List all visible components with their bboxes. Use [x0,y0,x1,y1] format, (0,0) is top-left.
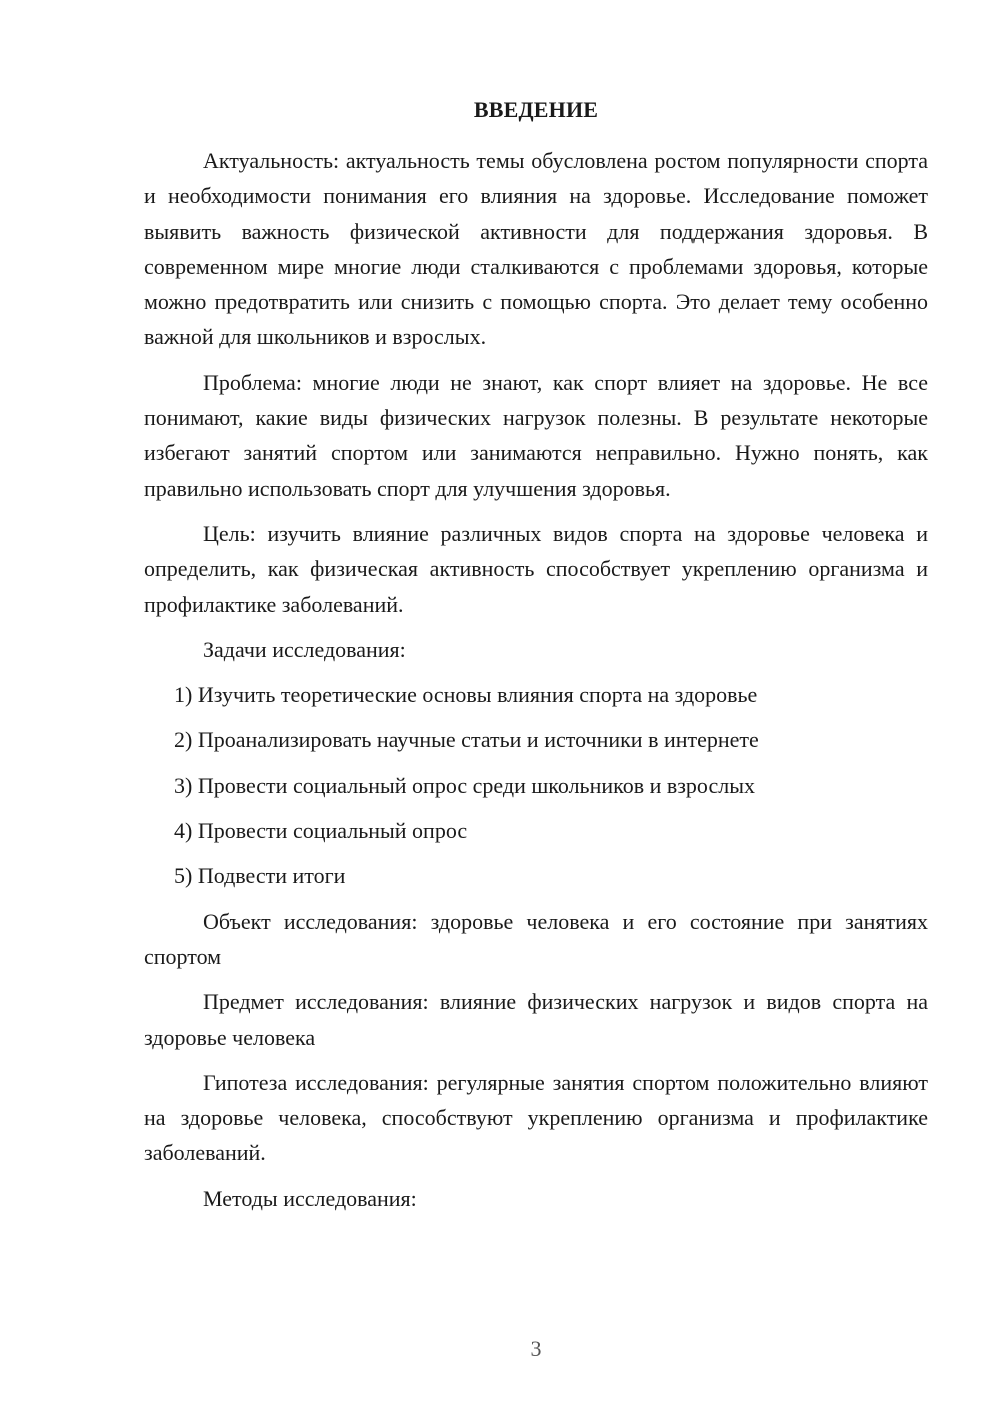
tasks-heading: Задачи исследования: [203,636,406,662]
task-number: 4) [174,818,193,844]
page-number: 3 [530,1336,542,1361]
paragraph-hypothesis: Гипотеза исследования: регулярные занятия спортом положительно влияют на здоровье человека, способствуют укреплению организма и профилактике заболеваний. [144,1069,928,1166]
paragraph-relevance: Актуальность: актуальность темы обусловлена ростом популярности спорта и необходимости понимания его влияния на здоровье. Исследование поможет выявить важность физической активности для поддержания здоровья. В современном мире многие люди сталкиваются с проблемами здоровья, которые можно предотвратить или снизить с помощью спорта. Это делает тему особенно важной для школьников и взрослых. [144,148,928,350]
list-item [144,677,928,712]
paragraph-subject: Предмет исследования: влияние физических нагрузок и видов спорта на здоровье человека [144,989,928,1050]
task-number: 3) [174,772,193,798]
tasks-list [144,677,928,893]
methods-heading: Методы исследования: [203,1185,417,1211]
paragraph-goal: Цель: изучить влияние различных видов спорта на здоровье человека и определить, как физическая активность способствует укреплению организма и профилактике заболеваний. [144,520,928,617]
paragraph-problem: Проблема: многие люди не знают, как спорт влияет на здоровье. Не все понимают, какие виды физических нагрузок полезны. В результате некоторые избегают занятий спортом или занимаются неправильно. Нужно понять, как правильно использовать спорт для улучшения здоровья. [144,369,928,501]
task-text: Провести социальный опрос среди школьников и взрослых [197,772,756,798]
list-item [144,722,928,757]
task-number: 1) [174,682,193,708]
task-number: 5) [174,863,193,889]
task-text: Проанализировать научные статьи и источники в интернете [197,727,759,753]
paragraph-object: Объект исследования: здоровье человека и его состояние при занятиях спортом [144,908,928,969]
list-item [144,858,928,893]
task-text: Провести социальный опрос [197,818,468,844]
document-body [144,143,928,1226]
list-item [144,813,928,848]
task-text: Подвести итоги [197,863,346,889]
task-text: Изучить теоретические основы влияния спорта на здоровье [197,682,758,708]
list-item [144,768,928,803]
task-number: 2) [174,727,193,753]
page-title: ВВЕДЕНИЕ [473,97,599,122]
